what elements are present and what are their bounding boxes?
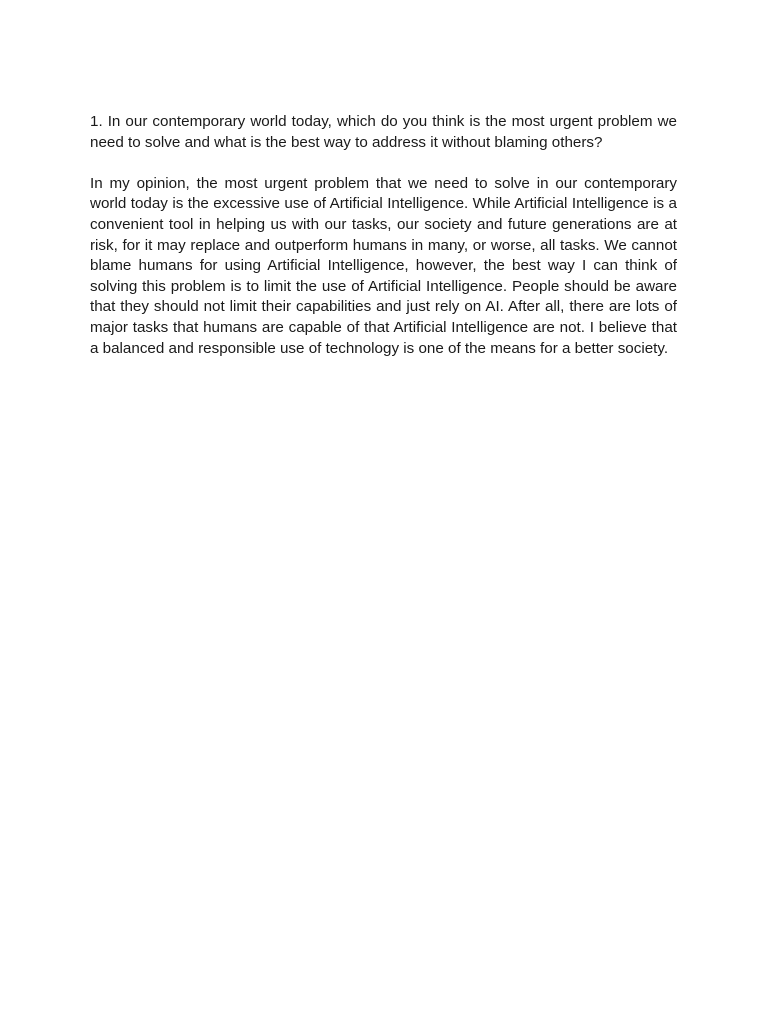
document-body: [90, 112, 677, 359]
question-paragraph: 1. In our contemporary world today, which do you think is the most urgent problem we need to solve and what is the best way to address it without blaming others?: [90, 113, 677, 151]
answer-paragraph: In my opinion, the most urgent problem that we need to solve in our contemporary world today is the excessive use of Artificial Intelligence. While Artificial Intelligence is a convenient tool in helping us with our tasks, our society and future generations are at risk, for it may replace and outperform humans in many, or worse, all tasks. We cannot blame humans for using Artificial Intelligence, however, the best way I can think of solving this problem is to limit the use of Artificial Intelligence. People should be aware that they should not limit their capabilities and just rely on AI. After all, there are lots of major tasks that humans are capable of that Artificial Intelligence are not. I believe that a balanced and responsible use of technology is one of the means for a better society.: [90, 174, 677, 357]
